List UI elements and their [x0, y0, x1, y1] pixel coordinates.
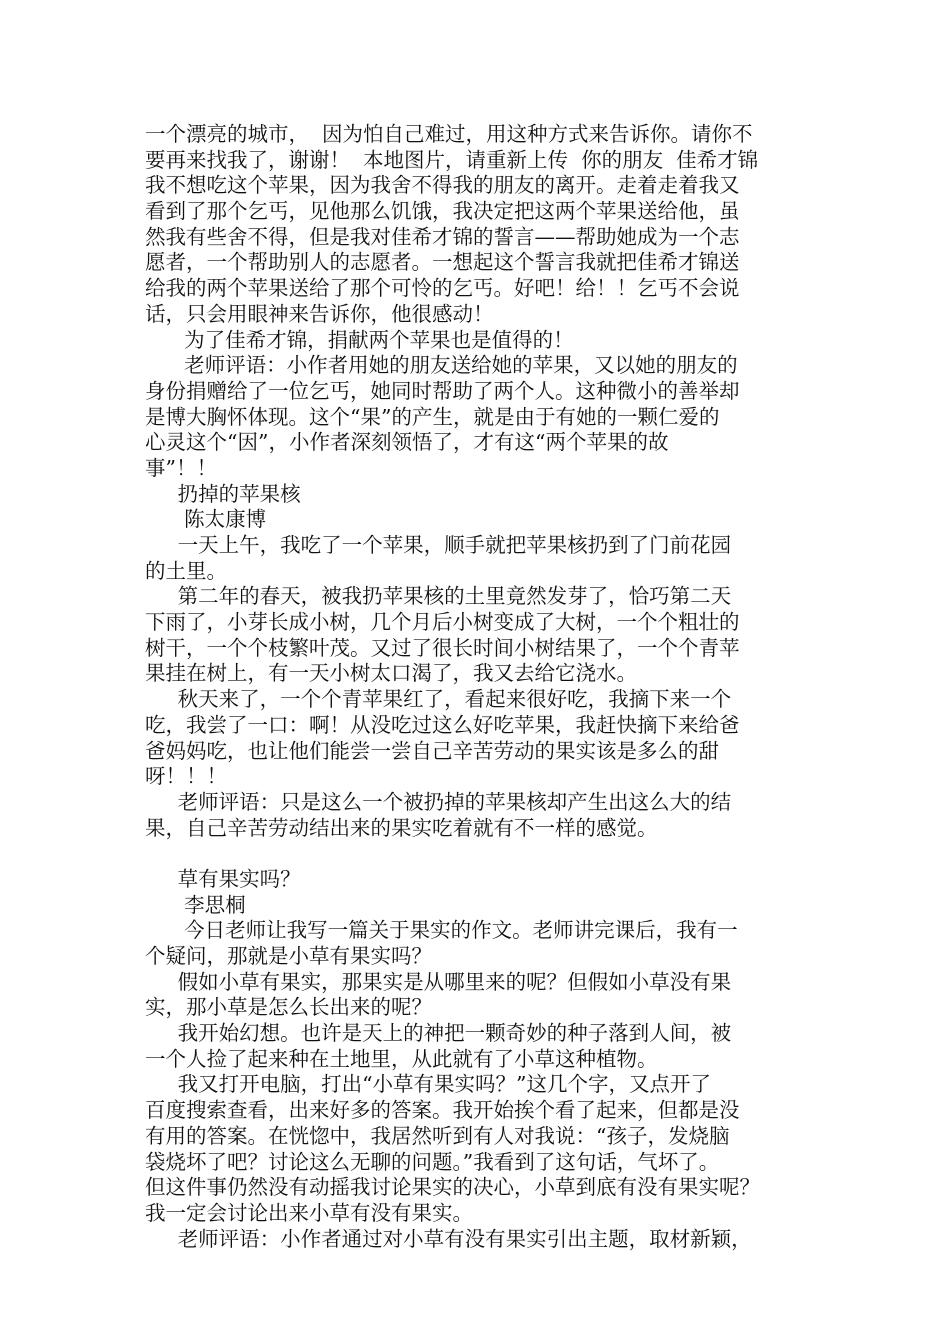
- text-line: 身份捐赠给了一位乞丐，她同时帮助了两个人。这种微小的善举却: [145, 378, 740, 403]
- text-line: 我开始幻想。也许是天上的神把一颗奇妙的种子落到人间，被: [145, 1021, 732, 1046]
- text-line: 下雨了，小芽长成小树，几个月后小树变成了大树，一个个粗壮的: [145, 610, 740, 635]
- text-line: 我不想吃这个苹果，因为我舍不得我的朋友的离开。走着走着我又: [145, 173, 740, 198]
- text-line: 一天上午，我吃了一个苹果，顺手就把苹果核扔到了门前花园: [145, 533, 732, 557]
- blank-line: [145, 841, 810, 867]
- text-line: 然我有些舍不得，但是我对佳希才锦的誓言——帮助她成为一个志: [145, 224, 740, 249]
- text-line: 我又打开电脑，打出“小草有果实吗？”这几个字，又点开了: [145, 1072, 712, 1097]
- text-line: 果挂在树上，有一天小树太口渴了，我又去给它浇水。: [145, 661, 637, 686]
- text-line: 假如小草有果实，那果实是从哪里来的呢？但假如小草没有果: [145, 969, 732, 994]
- text-line: 呀！！！: [145, 764, 227, 789]
- text-line: 百度搜索查看，出来好多的答案。我开始挨个看了起来，但都是没: [145, 1098, 740, 1123]
- text-line: 果，自己辛苦劳动结出来的果实吃着就有不一样的感觉。: [145, 815, 658, 840]
- text-line: 一个人捡了起来种在土地里，从此就有了小草这种植物。: [145, 1046, 658, 1071]
- text-line: 有用的答案。在恍惚中，我居然听到有人对我说：“孩子，发烧脑: [145, 1123, 730, 1148]
- text-line: 是博大胸怀体现。这个“果”的产生，就是由于有她的一颗仁爱的: [145, 404, 720, 429]
- text-line: 吃，我尝了一口：啊！从没吃过这么好吃苹果，我赶快摘下来给爸: [145, 712, 740, 737]
- essay-author: 李思桐: [145, 892, 246, 917]
- document-body: [145, 122, 810, 1252]
- text-line: 今日老师让我写一篇关于果实的作文。老师讲完课后，我有一: [145, 918, 738, 943]
- text-line: 第二年的春天，被我扔苹果核的土里竟然发芽了，恰巧第二天: [145, 584, 732, 609]
- text-line: 心灵这个“因”，小作者深刻领悟了，才有这“两个苹果的故: [145, 430, 669, 455]
- teacher-comment-line: 老师评语：小作者用她的朋友送给她的苹果，又以她的朋友的: [145, 353, 738, 378]
- text-line: 看到了那个乞丐，见他那么饥饿，我决定把这两个苹果送给他，虽: [145, 199, 740, 224]
- text-line: 个疑问，那就是小草有果实吗？: [145, 944, 432, 968]
- essay-title: 草有果实吗？: [145, 866, 301, 891]
- essay-title: 扔掉的苹果核: [145, 481, 301, 506]
- text-line: 我一定会讨论出来小草有没有果实。: [145, 1200, 473, 1225]
- text-line: 但这件事仍然没有动摇我讨论果实的决心，小草到底有没有果实呢？: [145, 1175, 760, 1200]
- text-line: 话，只会用眼神来告诉你，他很感动！: [145, 301, 494, 326]
- teacher-comment-line: 老师评语：小作者通过对小草有没有果实引出主题，取材新颖，: [145, 1226, 752, 1251]
- teacher-comment-line: 老师评语：只是这么一个被扔掉的苹果核却产生出这么大的结: [145, 789, 732, 814]
- text-line: 一个漂亮的城市， 因为怕自己难过，用这种方式来告诉你。请你不: [145, 122, 753, 146]
- text-line: 秋天来了，一个个青苹果红了，看起来很好吃，我摘下来一个: [145, 687, 732, 712]
- text-line: 的土里。: [145, 558, 227, 583]
- text-line: 实，那小草是怎么长出来的呢？: [145, 995, 432, 1020]
- text-line: 愿者，一个帮助别人的志愿者。一想起这个誓言我就把佳希才锦送: [145, 250, 740, 275]
- text-line: 事”！！: [145, 455, 217, 480]
- text-line: 树干，一个个枝繁叶茂。又过了很长时间小树结果了，一个个青苹: [145, 635, 740, 660]
- essay-author: 陈太康博: [145, 507, 267, 532]
- text-line: 爸妈妈吃，也让他们能尝一尝自己辛苦劳动的果实该是多么的甜: [145, 738, 719, 763]
- text-line: 为了佳希才锦，捐献两个苹果也是值得的！: [145, 327, 574, 352]
- text-line: 要再来找我了，谢谢！ 本地图片，请重新上传 你的朋友 佳希才锦: [145, 147, 759, 172]
- text-line: 袋烧坏了吧？讨论这么无聊的问题。”我看到了这句话，气坏了。: [145, 1149, 720, 1174]
- text-line: 给我的两个苹果送给了那个可怜的乞丐。好吧！给！！乞丐不会说: [145, 276, 740, 301]
